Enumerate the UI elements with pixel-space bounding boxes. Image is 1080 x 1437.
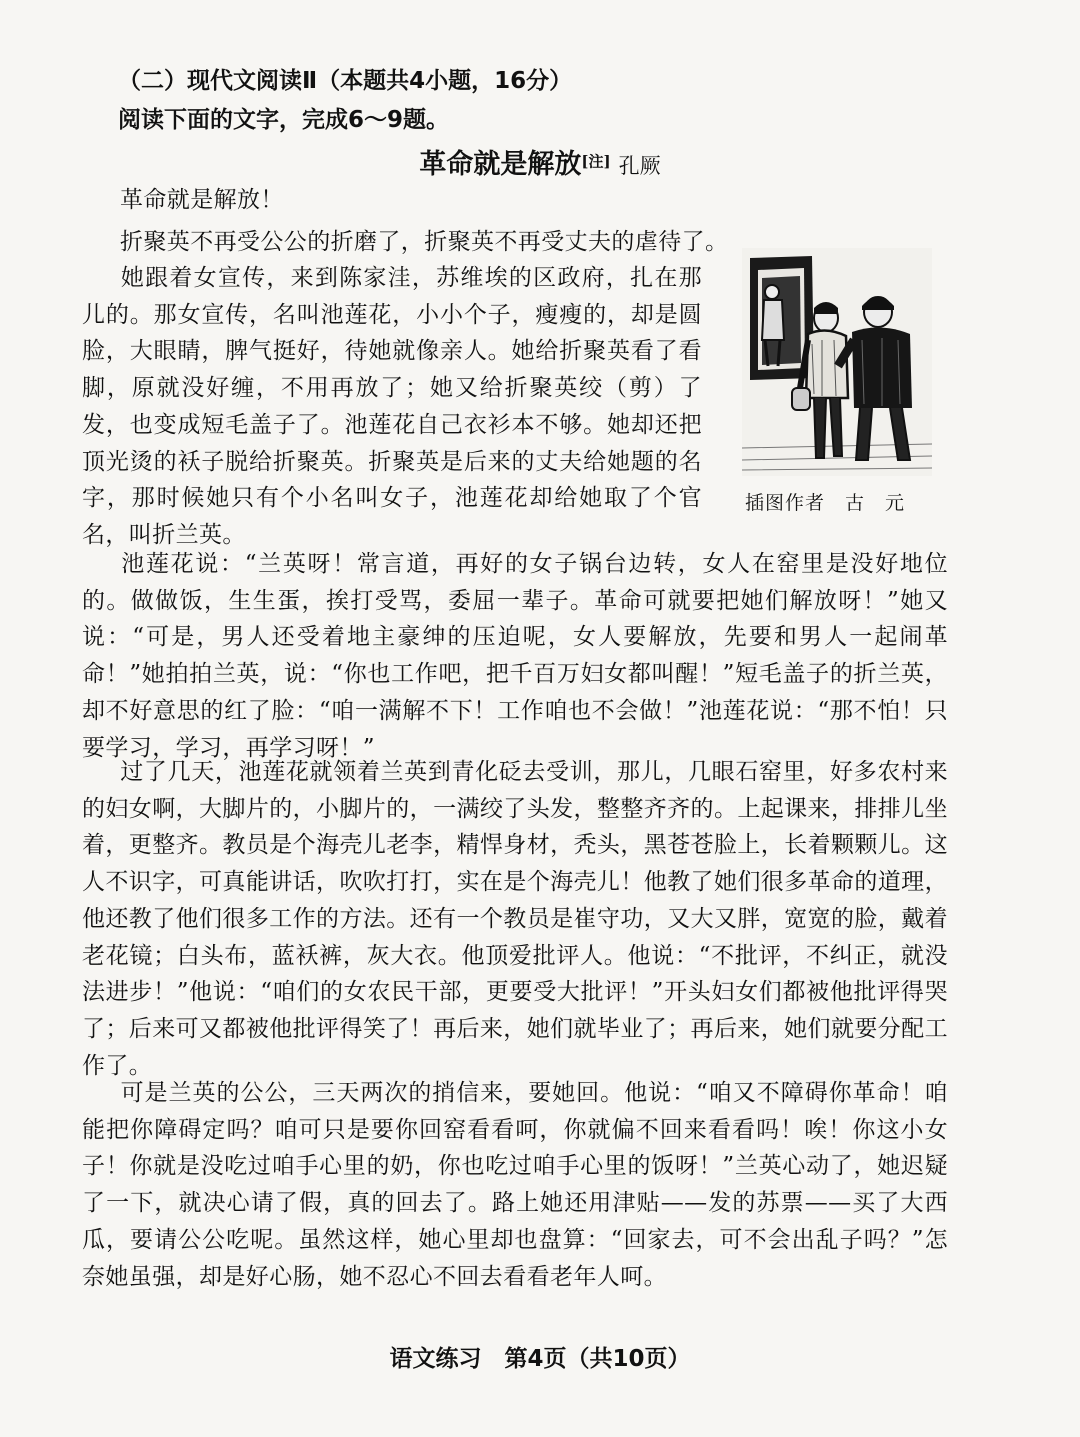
paragraph-3 [82, 260, 702, 554]
paragraph-text: 折聚英不再受公公的折磨了，折聚英不再受丈夫的虐待了。 [120, 229, 729, 255]
article-author: 孔厥 [618, 154, 661, 178]
paragraph-text: 革命就是解放！ [120, 187, 284, 213]
article-title: 革命就是解放 [419, 149, 582, 180]
article-title-row [0, 142, 1080, 181]
paragraph-4 [82, 546, 948, 766]
paragraph-text: 她跟着女宣传，来到陈家洼，苏维埃的区政府，扎在那儿的。那女宣传，名叫池莲花，小小个子，瘦瘦的，却是圆脸，大眼睛，脾气挺好，待她就像亲人。她给折聚英看了看脚，原就没好缠，不用再放了；她又给折聚英绞（剪）了发，也变成短毛盖子了。池莲花自己衣衫本不够。她却还把顶光烫的袄子脱给折聚英。折聚英是后来的丈夫给她题的名字，那时候她只有个小名叫女子，池莲花却给她取了个官名，叫折兰英。 [82, 265, 702, 548]
footnote-marker: [注] [581, 152, 611, 171]
paragraph-text: 可是兰英的公公，三天两次的捎信来，要她回。他说：“咱又不障碍你革命！咱能把你障碍定吗？咱可只是要你回窑看看呵，你就偏不回来看看吗！唉！你这小女子！你就是没吃过咱手心里的奶，你也吃过咱手心里的饭呀！”兰英心动了，她迟疑了一下，就决心请了假，真的回去了。路上她还用津贴——发的苏票——买了大西瓜，要请公公吃呢。虽然这样，她心里却也盘算：“回家去，可不会出乱子吗？”怎奈她虽强，却是好心肠，她不忍心不回去看看老年人呵。 [82, 1080, 948, 1290]
page-footer: 语文练习 第4页（共10页） [389, 1346, 691, 1372]
reading-instruction: 阅读下面的文字，完成6～9题。 [118, 107, 450, 133]
paragraph-5 [82, 754, 948, 1084]
illustration-caption: 插图作者 古 元 [745, 492, 906, 514]
paragraph-text: 池莲花说：“兰英呀！常言道，再好的女子锅台边转，女人在窑里是没好地位的。做做饭，生生蛋，挨打受骂，委屈一辈子。革命可就要把她们解放呀！”她又说：“可是，男人还受着地主豪绅的压迫呢，女人要解放，先要和男人一起闹革命！”她拍拍兰英，说：“你也工作吧，把千百万妇女都叫醒！”短毛盖子的折兰英，却不好意思的红了脸：“咱一满解不下！工作咱也不会做！”池莲花说：“那不怕！只要学习，学习，再学习呀！” [82, 551, 948, 761]
woodcut-illustration [742, 248, 932, 476]
paragraph-2 [120, 224, 740, 261]
paragraph-6 [82, 1075, 948, 1295]
section-heading: （二）现代文阅读Ⅱ（本题共4小题，16分） [118, 68, 573, 94]
paragraph-text: 过了几天，池莲花就领着兰英到青化砭去受训，那儿，几眼石窑里，好多农村来的妇女啊，大脚片的，小脚片的，一满绞了头发，整整齐齐的。上起课来，排排儿坐着，更整齐。教员是个海壳儿老李，精悍身材，秃头，黑苍苍脸上，长着颗颗儿。这人不识字，可真能讲话，吹吹打打，实在是个海壳儿！他教了她们很多革命的道理，他还教了他们很多工作的方法。还有一个教员是崔守功，又大又胖，宽宽的脸，戴着老花镜；白头布，蓝袄裤，灰大衣。他顶爱批评人。他说：“不批评，不纠正，就没法进步！”他说：“咱们的女农民干部，更要受大批评！”开头妇女们都被他批评得哭了；后来可又都被他批评得笑了！再后来，她们就毕业了；再后来，她们就要分配工作了。 [82, 759, 948, 1079]
paragraph-1 [120, 182, 960, 219]
